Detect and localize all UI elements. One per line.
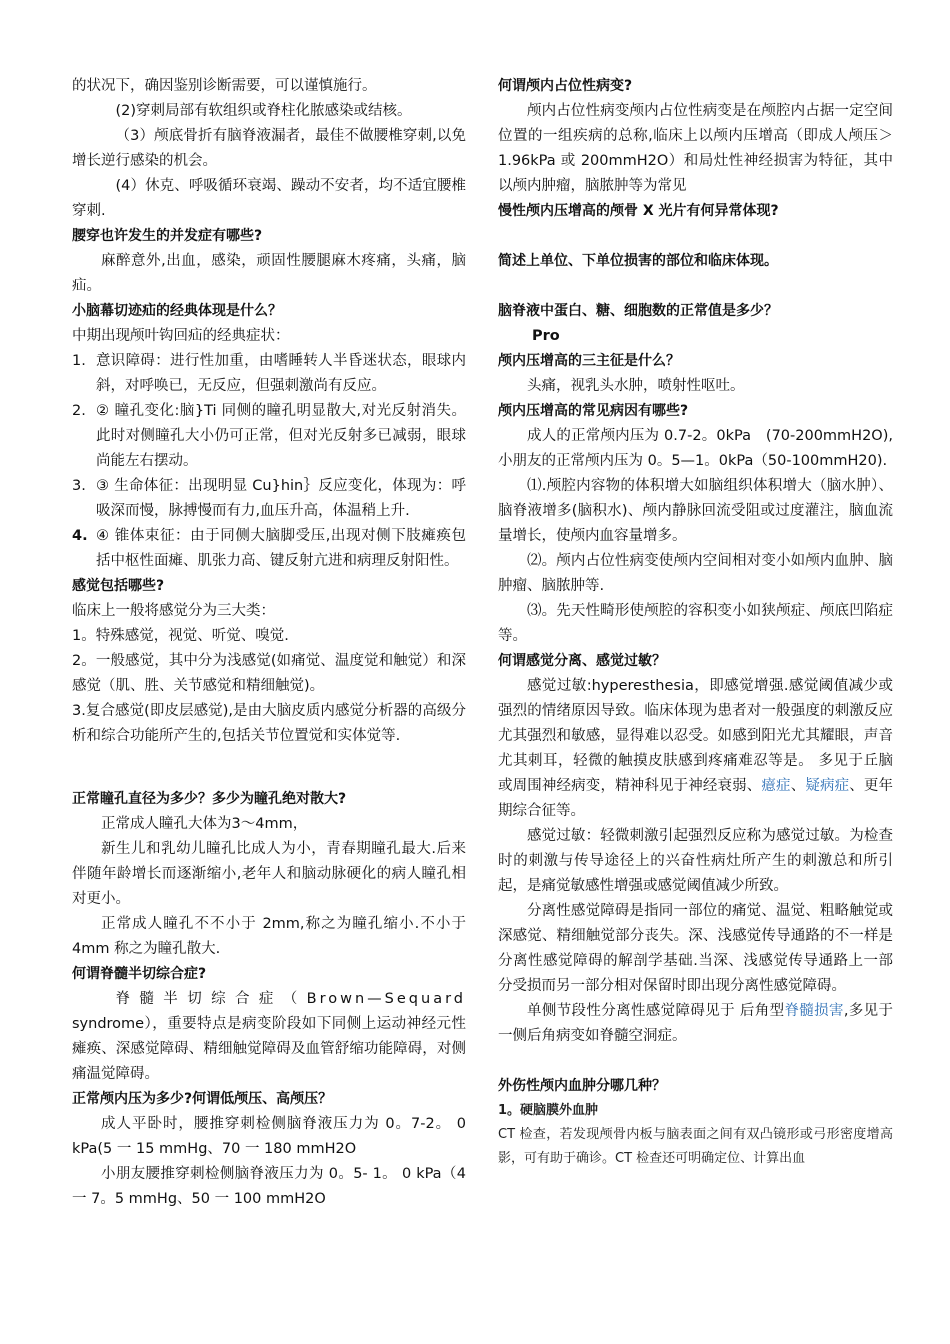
paragraph: 2。一般感觉，其中分为浅感觉(如痛觉、温度觉和触觉）和深感觉（肌、胜、关节感觉和精细触觉)。: [72, 653, 466, 694]
section-heading: 小脑幕切迹疝的经典体现是什么？: [72, 303, 282, 319]
paragraph: 正常成人瞳孔不不小于 2mm,称之为瞳孔缩小.不小于 4mm 称之为瞳孔散大.: [72, 916, 466, 957]
paragraph: （3）颅底骨折有脑脊液漏者，最佳不做腰椎穿刺,以免增长逆行感染的机会。: [72, 128, 466, 169]
list-number: 4.: [72, 528, 88, 544]
paragraph: 临床上一般将感觉分为三大类：: [72, 603, 275, 619]
link-spinal-cord-damage[interactable]: 脊髓损害: [784, 1003, 844, 1019]
paragraph: 颅内占位性病变颅内占位性病变是在颅腔内占据一定空间位置的一组疾病的总称,临床上以颅内压增高（即成人颅压＞1.96kPa 或 200mmH2O）和局灶性神经损害为特征，其中以颅内肿瘤，脑脓肿等为常见: [498, 103, 893, 194]
list-item-text: ② 瞳孔变化:脑}Ti 同侧的瞳孔明显散大,对光反射消失。此时对侧瞳孔大小仍可正常，但对光反射多已减弱，眼球尚能左右摆动。: [96, 403, 466, 469]
section-heading: 颅内压增高的三主征是什么？: [498, 353, 680, 369]
paragraph: (4）休克、呼吸循环衰竭、躁动不安者，均不适宜腰椎穿刺.: [72, 178, 466, 219]
section-heading: 慢性颅内压增高的颅骨 X 光片有何异常体现?: [498, 203, 779, 219]
paragraph: 的状况下，确因鉴别诊断需要，可以谨慎施行。: [72, 78, 377, 94]
list-item-text: ④ 锥体束征：由于同侧大脑脚受压,出现对侧下肢瘫痪包括中枢性面瘫、肌张力高、键反射亢进和病理反射阳性。: [96, 528, 466, 569]
list-item-text: 意识障碍：进行性加重，由嗜睡转人半昏迷状态，眼球内斜，对呼唤已，无反应，但强刺激尚有反应。: [96, 353, 466, 394]
blank-line: [498, 274, 893, 299]
blank-line: [498, 1049, 893, 1074]
text-run: 单侧节段性分离性感觉障碍见于 后角型: [527, 1003, 785, 1019]
paragraph: 中期出现颅叶钩回疝的经典症状：: [72, 328, 290, 344]
section-heading: 简述上单位、下单位损害的部位和临床体现。: [498, 253, 778, 269]
section-heading: 何谓脊髓半切综合症?: [72, 966, 207, 982]
list-item: [72, 474, 466, 524]
text-run: 感觉过敏:hyperesthesia，即感觉增强.感觉阈值减少或强烈的情绪原因导致。临床体现为患者对一般强度的刺激反应尤其强烈和敏感，显得难以忍受。如感到阳光尤其耀眼，声音尤其刺耳，轻微的触摸皮肤感到疼痛难忍等是。 多见于丘脑或周围神经病变，精神科见于神经衰弱、: [498, 678, 893, 794]
right-column: [498, 74, 893, 1171]
paragraph: 成人的正常颅内压为 0.7-2。0kPa (70-200mmH2O),小朋友的正常颅内压为 0。5—1。0kPa（50-100mmH20).: [498, 428, 893, 469]
paragraph: (2)穿刺局部有软组织或脊柱化脓感染或结核。: [115, 103, 412, 119]
section-heading: 正常颅内压为多少?何谓低颅压、高颅压？: [72, 1091, 333, 1107]
paragraph: 新生儿和乳幼儿瞳孔比成人为小，青春期瞳孔最大.后来伴随年龄增长而逐渐缩小,老年人和脑动脉硬化的病人瞳孔相对更小。: [72, 841, 466, 907]
list-number: 1.: [72, 353, 86, 369]
left-column: [72, 74, 466, 1212]
paragraph: CT 检查，若发现颅骨内板与脑表面之间有双凸镜形或弓形密度增高影，可有助于确诊。CT 检查还可明确定位、计算出血: [498, 1127, 893, 1166]
list-item: [72, 349, 466, 399]
paragraph: ⑴.颅腔内容物的体积增大如脑组织体积增大（脑水肿）、脑脊液增多(脑积水)、颅内静脉回流受阻或过度灌注，脑血流量增长，使颅内血容量增多。: [498, 478, 893, 544]
section-heading: 颅内压增高的常见病因有哪些?: [498, 403, 689, 419]
list-item-text: ③ 生命体征：出现明显 Cu}hin｝反应变化，体现为：呼吸深而慢，脉搏慢而有力,血压升高，体温稍上升.: [96, 478, 466, 519]
section-heading: 何谓颅内占位性病变?: [498, 78, 633, 94]
paragraph: 麻醉意外,出血，感染，顽固性腰腿麻木疼痛，头痛，脑疝。: [72, 253, 466, 294]
paragraph: ⑶。先天性畸形使颅腔的容积变小如狭颅症、颅底凹陷症等。: [498, 603, 893, 644]
paragraph: 分离性感觉障碍是指同一部位的痛觉、温觉、粗略触觉或深感觉、精细触觉部分丧失。深、浅感觉传导通路的不一样是分离性感觉障碍的解剖学基础.当深、浅感觉传导通路上一部分受损而另一部分相对保留时即出现分离性感觉障碍。: [498, 903, 893, 994]
text-run: ,多见于一侧后角病变如脊髓空洞症。: [498, 1003, 894, 1044]
paragraph: [498, 999, 893, 1049]
paragraph: 头痛，视乳头水肿，喷射性呕吐。: [527, 378, 745, 394]
paragraph: 小朋友腰推穿刺检侧脑脊液压力为 0。5- 1。 0 kPa（4 一 7。5 mmHg、50 一 100 mmH2O: [72, 1166, 466, 1207]
list-item: [72, 524, 466, 574]
section-heading: 腰穿也许发生的并发症有哪些?: [72, 228, 263, 244]
section-heading: 感觉包括哪些?: [72, 578, 165, 594]
link-hypochondria[interactable]: 疑病症: [805, 778, 850, 794]
paragraph: ⑵。颅内占位性病变使颅内空间相对变小如颅内血肿、脑肿瘤、脑脓肿等.: [498, 553, 893, 594]
paragraph: syndrome），重要特点是病变阶段如下同侧上运动神经元性瘫痪、深感觉障碍、精细触觉障碍及血管舒缩功能障碍，对侧痛温觉障碍。: [72, 1016, 466, 1082]
pro-label: Pro: [532, 328, 560, 344]
text-run: 、更年期综合征等。: [498, 778, 894, 819]
paragraph: 成人平卧时，腰推穿刺检侧脑脊液压力为 0。7-2。 0 kPa(5 一 15 mmHg、70 一 180 mmH2O: [72, 1116, 466, 1157]
paragraph: 正常成人瞳孔大体为3～4mm，: [101, 816, 308, 832]
blank-line: [498, 224, 893, 249]
list-item: [72, 399, 466, 474]
paragraph: 3.复合感觉(即皮层感觉),是由大脑皮质内感觉分析器的高级分析和综合功能所产生的,包括关节位置觉和实体觉等.: [72, 703, 466, 744]
subsection-heading: 1。硬脑膜外血肿: [498, 1103, 599, 1118]
blank-line: [72, 749, 466, 774]
link-hysteria[interactable]: 癔症: [761, 778, 791, 794]
text-run: 、: [790, 778, 806, 794]
paragraph: 感觉过敏：轻微刺激引起强烈反应称为感觉过敏。为检查时的刺激与传导途径上的兴奋性病灶所产生的刺激总和所引起，是痛觉敏感性增强或感觉阈值减少所致。: [498, 828, 893, 894]
paragraph: 脊髓半切综合症（Brown—Sequard: [115, 991, 466, 1007]
section-heading: 外伤性颅内血肿分哪几种？: [498, 1078, 666, 1094]
section-heading: 何谓感觉分离、感觉过敏？: [498, 653, 666, 669]
paragraph: 1。特殊感觉，视觉、听觉、嗅觉.: [72, 628, 289, 644]
list-number: 2.: [72, 403, 86, 419]
numbered-list: [72, 349, 466, 574]
list-number: 3.: [72, 478, 86, 494]
section-heading: 脑脊液中蛋白、糖、细胞数的正常值是多少？: [498, 303, 778, 319]
blank-line: [72, 774, 466, 787]
paragraph: [498, 674, 893, 824]
section-heading: 正常瞳孔直径为多少？多少为瞳孔绝对散大?: [72, 791, 347, 807]
